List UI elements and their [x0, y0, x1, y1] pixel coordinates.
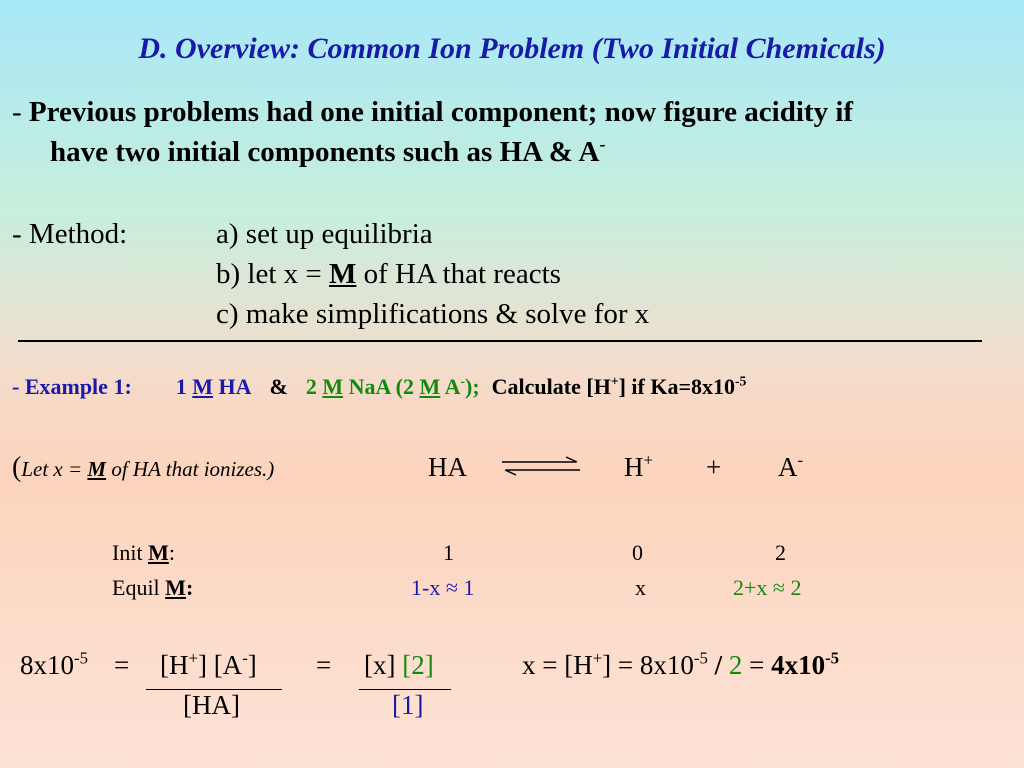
bullet-line-2-sup: - — [599, 133, 606, 154]
method-step-c: c) make simplifications & solve for x — [216, 298, 650, 330]
example-calculate: Calculate [H+] if $Ka=8x10^{-5}$ — [491, 373, 747, 399]
example-1-line — [12, 374, 746, 400]
bullet-previous-problems — [12, 96, 853, 129]
method-label: - Method: — [12, 218, 128, 250]
example-label: - Example 1: — [12, 374, 132, 399]
slide-title: D. Overview: Common Ion Problem (Two Initial Chemicals) — [138, 32, 886, 65]
example-amp: & — [269, 374, 288, 399]
method-step-b-post: of HA that reacts — [356, 258, 561, 290]
bullet-dash: - — [12, 96, 29, 128]
reactant-ha: HA — [428, 452, 467, 482]
ice-init-a: 2 — [775, 540, 786, 565]
equals-2: = — [316, 650, 332, 680]
example-compound-2: 2 M NaA (2 M A-); — [305, 373, 480, 399]
product-a-minus: A- — [778, 450, 804, 482]
ice-equil-label: Equil M: — [112, 575, 194, 600]
solution: $x = [H^+] = 8x10^{-5} / 2 = 4x10^{-5}$ — [522, 648, 840, 680]
method-step-a: a) set up equilibria — [216, 218, 433, 250]
method-step-b — [216, 258, 561, 291]
numerator-2: [x] [2] — [364, 650, 434, 680]
method-step-b-molarity: M — [329, 258, 357, 290]
product-h-plus: H+ — [624, 450, 653, 482]
example-compound-1: 1 M HA — [175, 374, 252, 399]
numerator-1: [H+] [A-] — [160, 648, 257, 680]
answer: $4x10^{-5}$ — [771, 648, 840, 680]
reaction-note: (Let x = M of HA that ionizes.) — [12, 452, 275, 483]
bullet-line-1: Previous problems had one initial component; now figure acidity if — [28, 96, 854, 128]
ice-equil-a: 2+x ≈ 2 — [733, 575, 802, 600]
ice-init-h: 0 — [632, 540, 643, 565]
bullet-line-2-row — [50, 133, 606, 169]
section-divider — [18, 340, 982, 342]
ka-value: $8x10^{-5}$ — [20, 648, 88, 680]
plus-sign: + — [706, 452, 722, 482]
denominator-2: [1] — [392, 690, 424, 720]
ice-equil-h: x — [635, 575, 646, 600]
bullet-line-2: have two initial components such as HA & A — [50, 136, 600, 168]
denominator-1: [HA] — [183, 690, 240, 720]
method-step-b-pre: b) let x = — [216, 258, 329, 290]
ice-init-label: Init M: — [112, 540, 175, 565]
equilibrium-arrow-icon — [500, 456, 582, 476]
ice-init-ha: 1 — [443, 540, 454, 565]
ice-equil-ha: 1-x ≈ 1 — [411, 575, 475, 600]
equals-1: = — [114, 650, 130, 680]
